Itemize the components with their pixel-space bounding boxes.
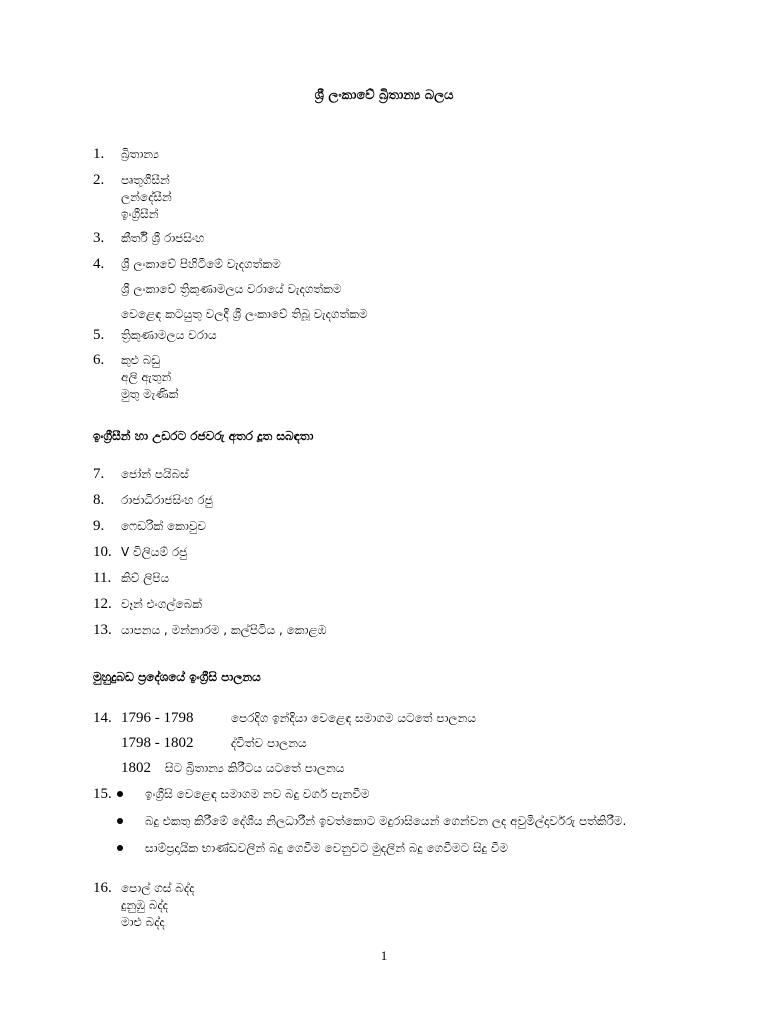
item-number: 15. [93, 786, 112, 802]
item-number: 7. [93, 466, 105, 482]
item-text: ඉංග්‍රීසි වෙළෙඳ සමාගම නව බදු වර්ග පැනවීම [145, 787, 370, 801]
item-number: 10. [93, 544, 112, 560]
item-text: යාපනය , මන්නාරම , කල්පිටිය , කොළඹ [121, 623, 327, 637]
item-number: 16. [93, 880, 112, 896]
item-text: බදු එකතු කිරීමේ දේශීය නිලධාරීන් ඉවත්කොට මදුරාසියෙන් ගෙන්වන ලද අවුමිල්දාර්වරු පත්කිරීම. [145, 814, 627, 828]
item-text: ශ්‍රී ලංකාවේ පිහිටීමේ වැදගත්කම [121, 257, 281, 271]
item-text: අලි ඇතුන් [121, 370, 172, 384]
item-text: ලන්දේසීන් [121, 190, 172, 204]
item-number: 1. [93, 146, 105, 162]
item-text: ඉංග්‍රීසීන් [121, 207, 159, 221]
item-text: කිව් ලිපිය [121, 571, 170, 585]
item-text: සිට බ්‍රිතාන්‍ය කිරීටය යටතේ පාලනය [164, 761, 345, 775]
item-number: 11. [93, 570, 112, 586]
item-number: 4. [93, 256, 105, 272]
item-number: 14. [93, 710, 112, 726]
item-text: මාළු බද්ද [121, 915, 165, 929]
item-text: ජෝන් පයිබස් [121, 467, 189, 481]
item-number: 9. [93, 518, 105, 534]
item-text: බ්‍රිතාන්‍ය [121, 147, 159, 161]
page-title: ශ්‍රී ලංකාවේ බ්‍රිතාන්‍ය බලය [314, 88, 454, 103]
bullet-item [115, 813, 705, 830]
item-text: ෆෙඩරික් කොවුච [121, 519, 207, 533]
item-number: 13. [93, 622, 112, 638]
item-text: දුනුඹු බද්ද [121, 898, 169, 912]
page-number: 1 [380, 948, 388, 963]
timeline-row [121, 760, 476, 785]
item-number: 12. [93, 596, 112, 612]
timeline-row [121, 735, 476, 760]
bullet-dot [117, 818, 123, 824]
item-text: කුළු බඩු [121, 353, 161, 367]
item-text: සාම්ප්‍රදායික භාණ්ඩවලින් බදු ගෙවීම වෙනුවට මුදලින් බදු ගෙවීමට සිදු වීම [145, 841, 508, 855]
item-text: පොල් ගස් බද්ද [121, 881, 195, 895]
item-text: පෘතුගීසීන් [121, 173, 170, 187]
item-text: ත්‍රිකුණාමලය වරාය [121, 328, 217, 342]
bullet-dot [117, 791, 123, 797]
year-range: 1802 [121, 760, 151, 776]
item-number: 3. [93, 230, 105, 246]
item-text: මුතු මැණික් [121, 387, 179, 401]
item-text: වෙළෙඳ කටයුතු වලදී ශ්‍රී ලංකාවේ තිබූ වැදගත්කම [121, 307, 368, 321]
item-text: V විලියම් රජු [121, 545, 188, 559]
bullet-item [115, 840, 705, 857]
year-range: 1798 - 1802 [121, 735, 194, 751]
item-text: කීර්ති ශ්‍රී රාජසිංහ [121, 231, 205, 245]
item-text: වෑන් එංගල්බෙක් [121, 597, 202, 611]
item-text: පෙරදිග ඉන්දියා වෙළෙඳ සමාගම යටතේ පාලනය [230, 711, 476, 725]
item-text: රාජාධිරාජසිංහ රජු [121, 493, 213, 507]
item-number: 8. [93, 492, 105, 508]
year-range: 1796 - 1798 [121, 710, 194, 726]
section-heading-envoys: ඉංග්‍රීසීන් හා උඩරට රජවරු අතර දූත සබඳතා [93, 429, 314, 443]
timeline-row [121, 710, 476, 735]
item-number: 5. [93, 327, 105, 343]
item-number: 2. [93, 172, 105, 188]
item-text: ද්විත්ව පාලනය [230, 736, 307, 750]
item-number: 6. [93, 352, 105, 368]
item-text: ශ්‍රී ලංකාවේ ත්‍රිකුණාමලය වරායේ වැදගත්කම [121, 282, 342, 296]
bullet-item [115, 786, 705, 803]
bullet-dot [117, 845, 123, 851]
section-heading-coastal-rule: මුහුදුබඩ ප්‍රදේශයේ ඉංග්‍රීසි පාලනය [93, 670, 261, 684]
